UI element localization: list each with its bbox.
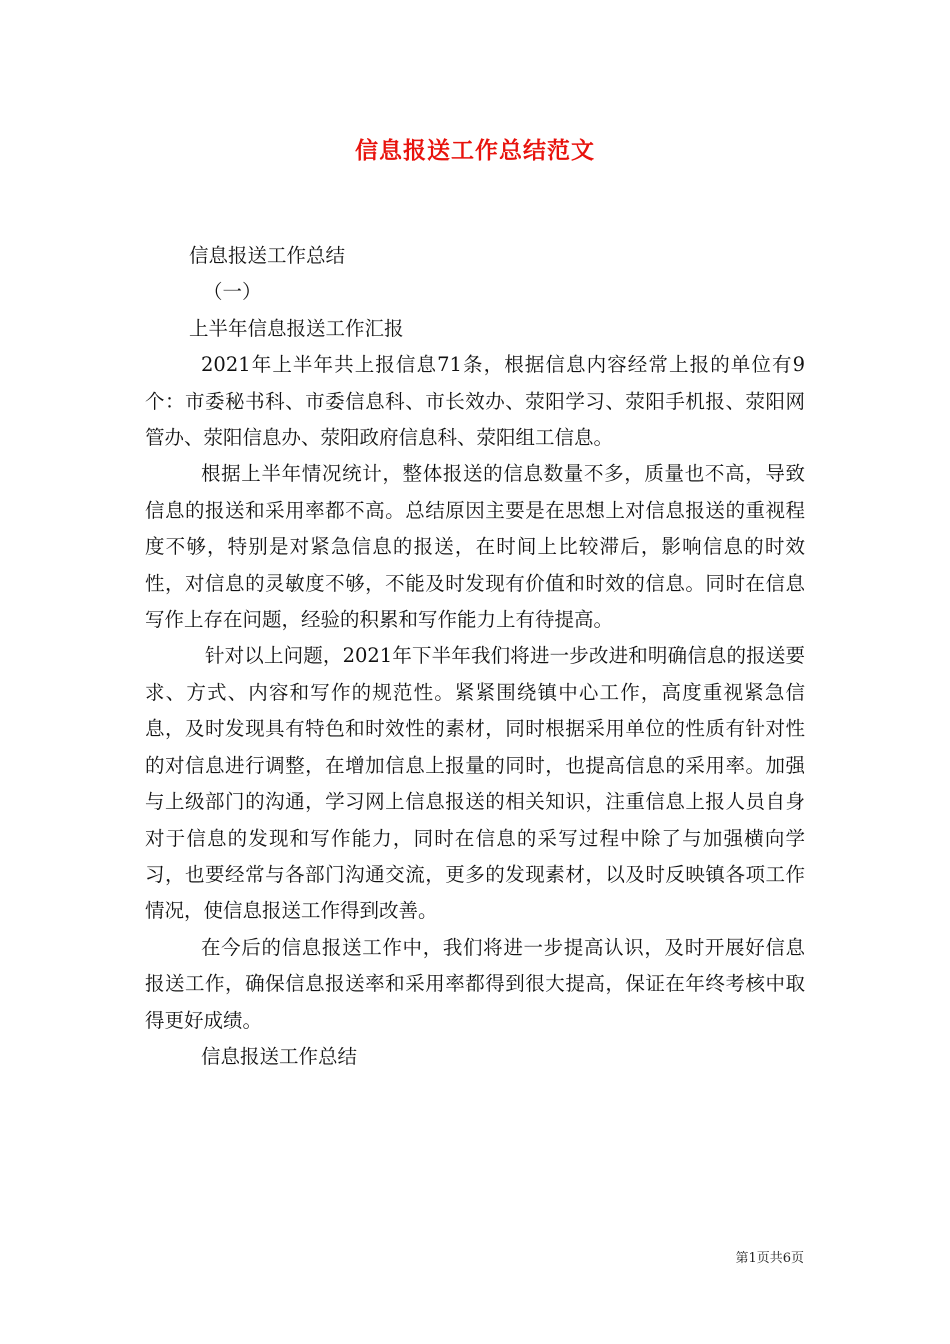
section-title: 上半年信息报送工作汇报 — [189, 316, 404, 340]
page-number: 第1页共6页 — [735, 1251, 804, 1266]
doc-heading: 信息报送工作总结 — [189, 244, 346, 267]
document-body — [145, 238, 805, 1075]
paragraph-2: 根据上半年情况统计，整体报送的信息数量不多，质量也不高，导致信息的报送和采用率都不高。总结原因主要是在思想上对信息报送的重视程度不够，特别是对紧急信息的报送，在时间上比较滞后，影响信息的时效性，对信息的灵敏度不够，不能及时发现有价值和时效的信息。同时在信息写作上存在问题，经验的积累和写作能力上有待提高。 — [145, 462, 805, 632]
closing-heading: 信息报送工作总结 — [201, 1044, 358, 1068]
paragraph-4: 在今后的信息报送工作中，我们将进一步提高认识，及时开展好信息报送工作，确保信息报送率和采用率都得到很大提高，保证在年终考核中取得更好成绩。 — [145, 935, 805, 1032]
paragraph-1: 2021年上半年共上报信息71条，根据信息内容经常上报的单位有9个：市委秘书科、市委信息科、市长效办、荥阳学习、荥阳手机报、荥阳网管办、荥阳信息办、荥阳政府信息科、荥阳组工信息。 — [145, 353, 805, 450]
paragraph-3: 针对以上问题，2021年下半年我们将进一步改进和明确信息的报送要求、方式、内容和写作的规范性。紧紧围绕镇中心工作，高度重视紧急信息，及时发现具有特色和时效性的素材，同时根据采用单位的性质有针对性的对信息进行调整，在增加信息上报量的同时，也提高信息的采用率。加强与上级部门的沟通，学习网上信息报送的相关知识，注重信息上报人员自身对于信息的发现和写作能力，同时在信息的采写过程中除了与加强横向学习，也要经常与各部门沟通交流，更多的发现素材，以及时反映镇各项工作情况，使信息报送工作得到改善。 — [145, 644, 805, 923]
doc-subheading: （一） — [203, 280, 262, 304]
document-title: 信息报送工作总结范文 — [355, 137, 595, 164]
